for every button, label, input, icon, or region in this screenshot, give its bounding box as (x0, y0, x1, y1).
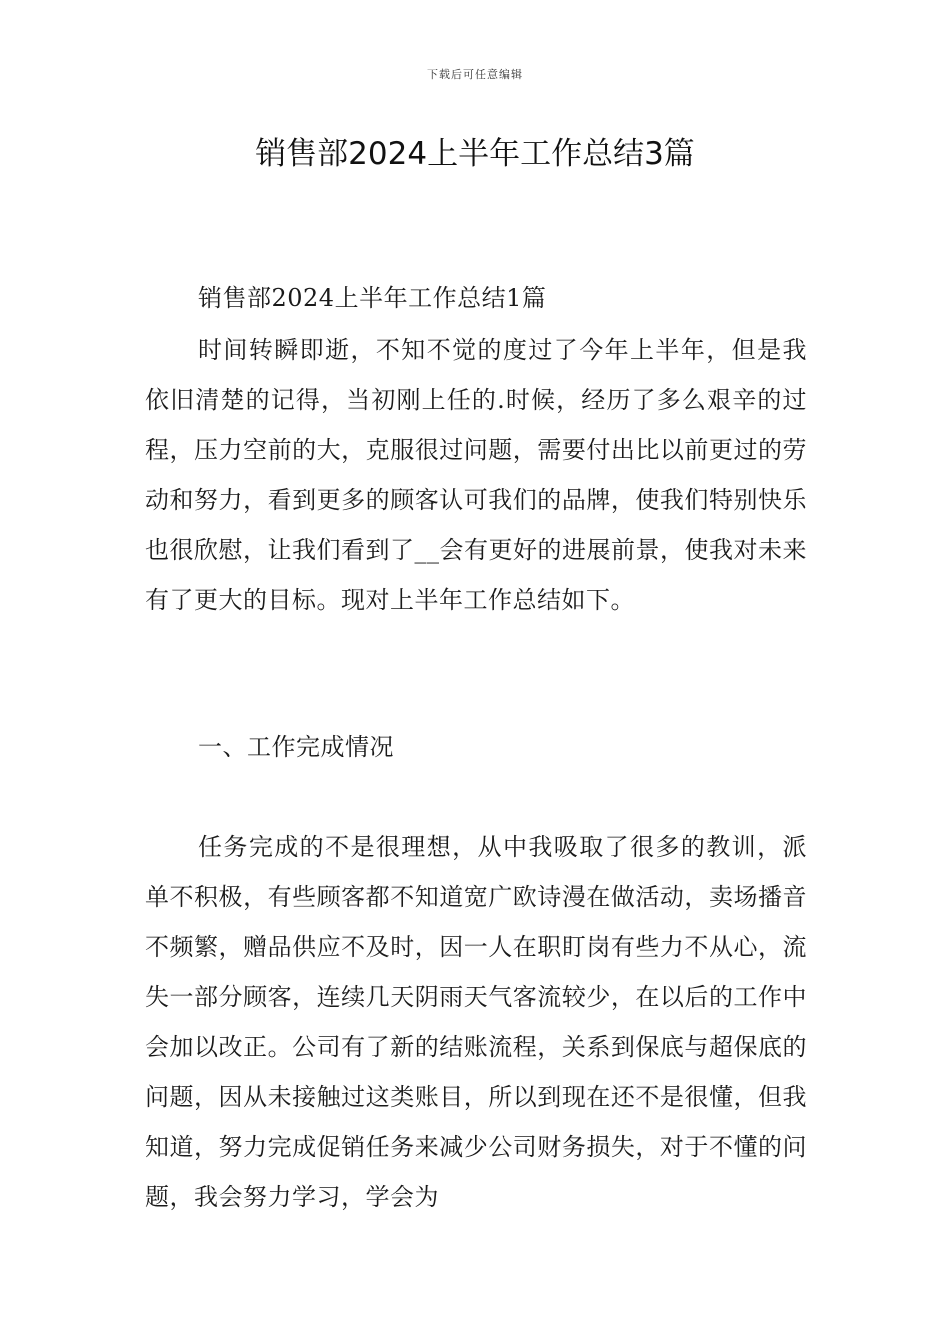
section-heading: 一、工作完成情况 (198, 733, 394, 761)
paragraph-intro: 时间转瞬即逝，不知不觉的度过了今年上半年，但是我依旧清楚的记得，当初刚上任的.时候，经历了多么艰辛的过程，压力空前的大，克服很过问题，需要付出比以前更过的劳动和努力，看到更多的顾客认可我们的品牌，使我们特别快乐也很欣慰，让我们看到了__会有更好的进展前景，使我对未来有了更大的目标。现对上半年工作总结如下。 (145, 336, 807, 614)
header-note: 下载后可任意编辑 (427, 68, 523, 81)
document-title: 销售部2024上半年工作总结3篇 (255, 136, 695, 172)
sub-title: 销售部2024上半年工作总结1篇 (198, 284, 547, 312)
paragraph-tasks: 任务完成的不是很理想，从中我吸取了很多的教训，派单不积极，有些顾客都不知道宽广欧诗漫在做活动，卖场播音不频繁，赠品供应不及时，因一人在职盯岗有些力不从心，流失一部分顾客，连续几天阴雨天气客流较少，在以后的工作中会加以改正。公司有了新的结账流程，关系到保底与超保底的问题，因从未接触过这类账目，所以到现在还不是很懂，但我知道，努力完成促销任务来减少公司财务损失，对于不懂的问题，我会努力学习，学会为 (145, 833, 807, 1211)
